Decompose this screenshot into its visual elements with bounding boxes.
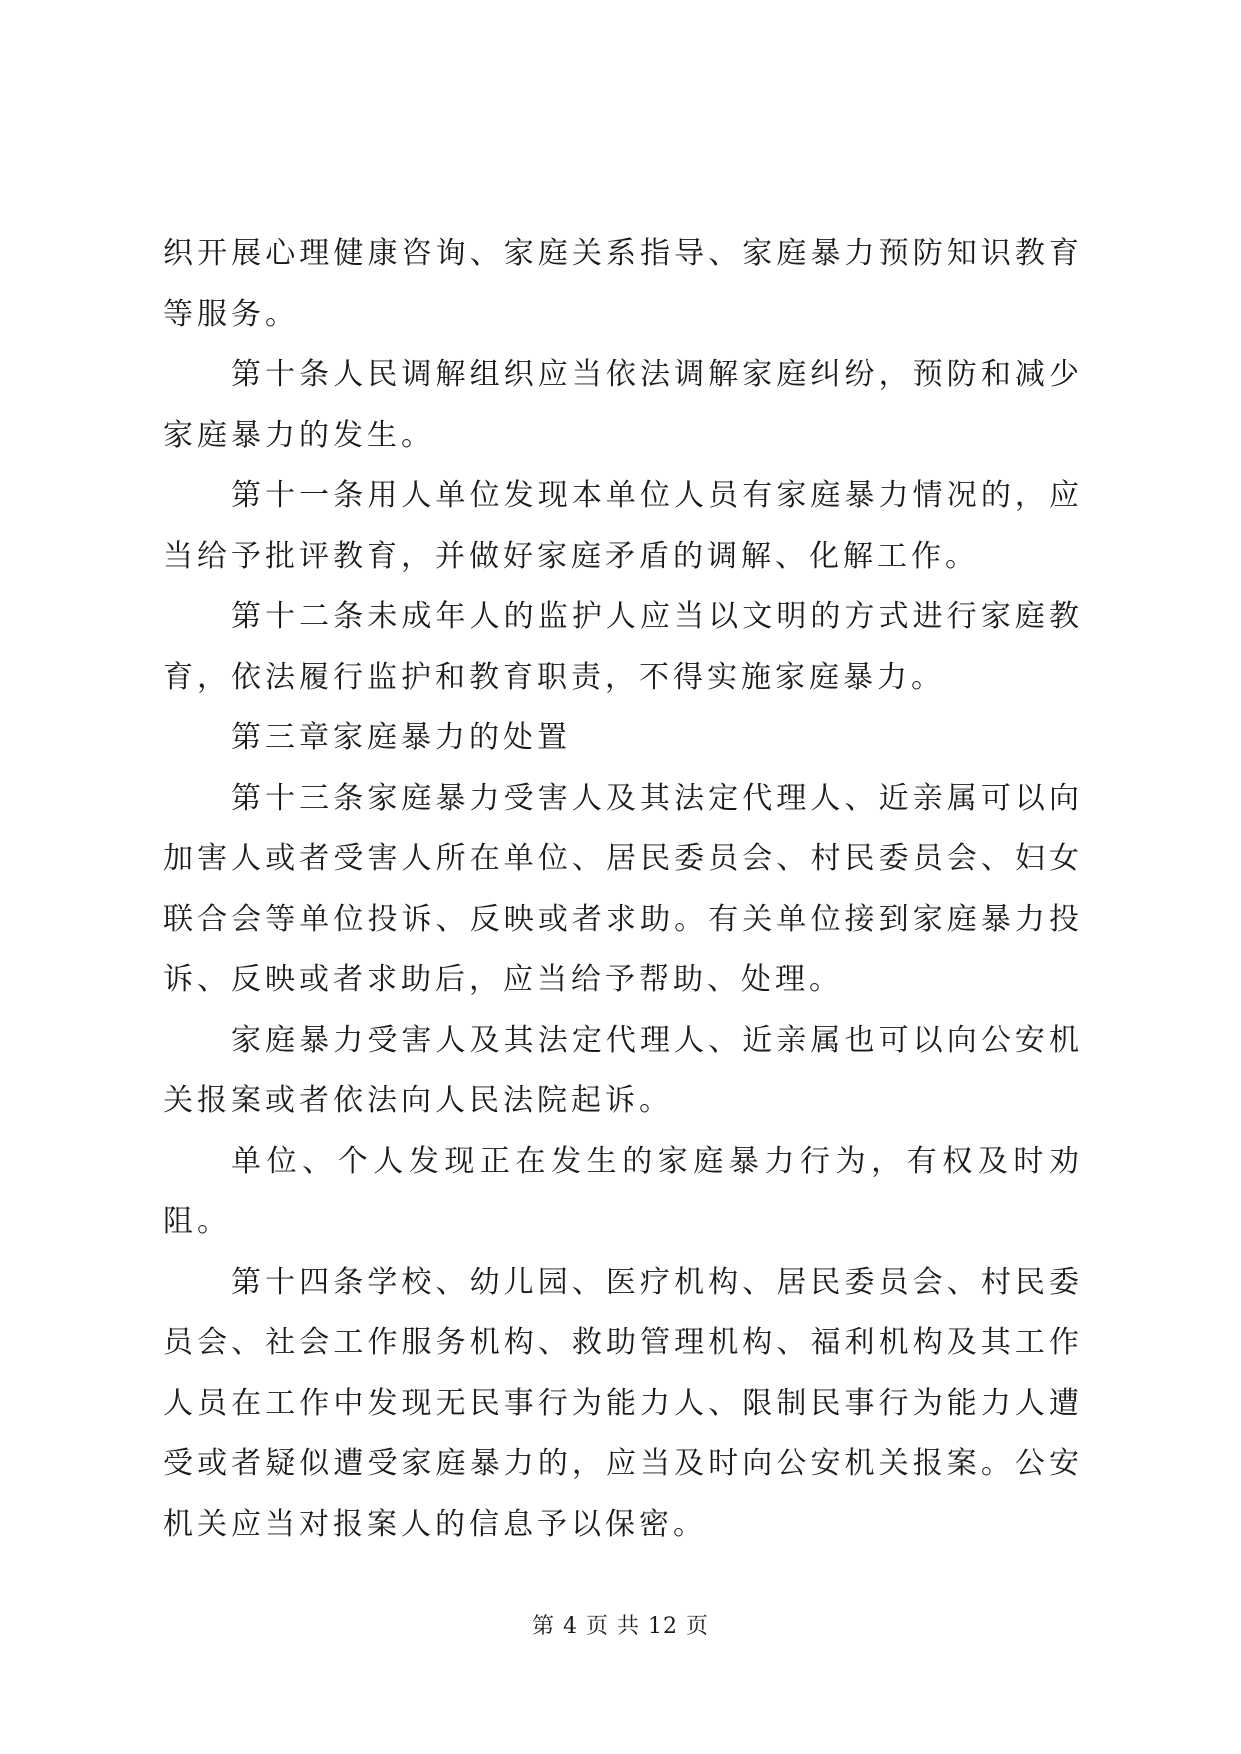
paragraph-article-11: 第十一条用人单位发现本单位人员有家庭暴力情况的，应当给予批评教育，并做好家庭矛盾的调解、化解工作。 — [163, 478, 1083, 574]
paragraph-article-12: 第十二条未成年人的监护人应当以文明的方式进行家庭教育，依法履行监护和教育职责，不得实施家庭暴力。 — [163, 599, 1083, 695]
chapter-heading: 第三章家庭暴力的处置 — [231, 720, 571, 755]
document-body — [163, 224, 1083, 1555]
paragraph-article-13: 第十三条家庭暴力受害人及其法定代理人、近亲属可以向加害人或者受害人所在单位、居民委员会、村民委员会、妇女联合会等单位投诉、反映或者求助。有关单位接到家庭暴力投诉、反映或者求助后，应当给予帮助、处理。 — [163, 780, 1083, 997]
paragraph-article-10: 第十条人民调解组织应当依法调解家庭纠纷，预防和减少家庭暴力的发生。 — [163, 357, 1083, 453]
page-footer: 第 4 页 共 12 页 — [532, 1614, 709, 1639]
paragraph-article-13-clause-3: 单位、个人发现正在发生的家庭暴力行为，有权及时劝阻。 — [163, 1143, 1083, 1239]
paragraph-1: 织开展心理健康咨询、家庭关系指导、家庭暴力预防知识教育等服务。 — [163, 236, 1083, 332]
paragraph-article-14: 第十四条学校、幼儿园、医疗机构、居民委员会、村民委员会、社会工作服务机构、救助管理机构、福利机构及其工作人员在工作中发现无民事行为能力人、限制民事行为能力人遭受或者疑似遭受家庭暴力的，应当及时向公安机关报案。公安机关应当对报案人的信息予以保密。 — [163, 1264, 1083, 1542]
paragraph-article-13-clause-2: 家庭暴力受害人及其法定代理人、近亲属也可以向公安机关报案或者依法向人民法院起诉。 — [163, 1022, 1083, 1118]
